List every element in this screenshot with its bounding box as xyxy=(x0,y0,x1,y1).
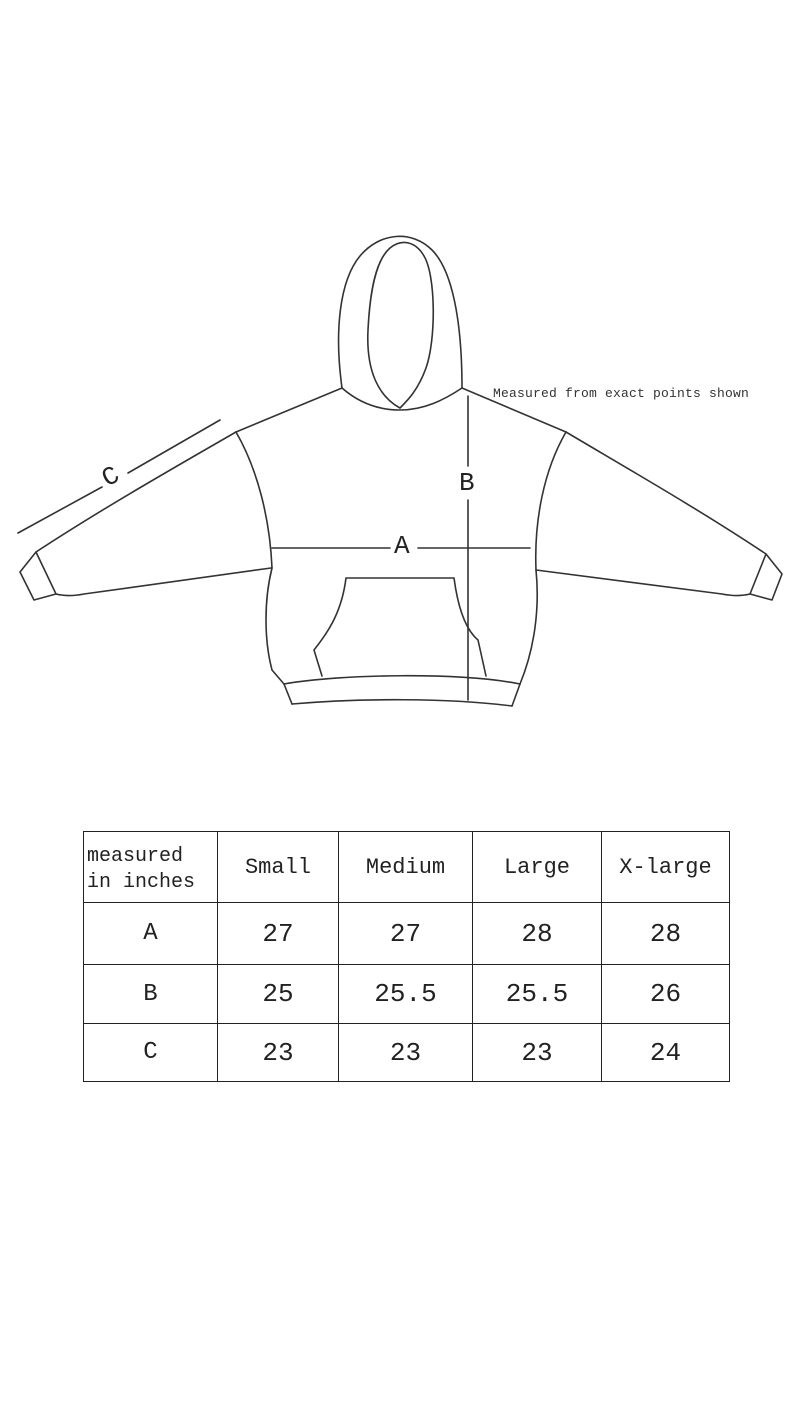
size-chart-table xyxy=(83,831,730,1082)
cell-b-small: 25 xyxy=(218,965,339,1024)
table-header-row xyxy=(84,832,730,903)
column-header-large: Large xyxy=(473,832,602,903)
waistband-right-edge xyxy=(512,684,520,706)
cell-c-medium: 23 xyxy=(339,1024,473,1082)
cell-a-medium: 27 xyxy=(339,903,473,965)
waistband-top xyxy=(284,676,520,684)
left-shoulder-line xyxy=(236,388,342,432)
cell-a-small: 27 xyxy=(218,903,339,965)
column-header-medium: Medium xyxy=(339,832,473,903)
row-label-b: B xyxy=(84,965,218,1024)
measure-line-c-upper xyxy=(128,420,220,473)
units-header-cell xyxy=(84,832,218,903)
measure-line-c-lower xyxy=(18,487,102,533)
dimension-label-a: A xyxy=(394,531,410,561)
body-left-side xyxy=(266,568,284,684)
waistband-bottom xyxy=(292,700,512,706)
dimension-label-c: C xyxy=(96,460,125,494)
table-row-c xyxy=(84,1024,730,1082)
waistband-left-edge xyxy=(284,684,292,704)
right-sleeve-bottom xyxy=(536,570,750,596)
left-sleeve-top xyxy=(36,432,236,552)
left-armhole-seam xyxy=(236,432,272,568)
left-cuff xyxy=(20,552,56,600)
cell-c-x-large: 24 xyxy=(602,1024,730,1082)
table-row-b xyxy=(84,965,730,1024)
cell-c-large: 23 xyxy=(473,1024,602,1082)
right-armhole-seam xyxy=(536,432,566,570)
row-label-c: C xyxy=(84,1024,218,1082)
measurement-note: Measured from exact points shown xyxy=(493,386,750,401)
cell-b-medium: 25.5 xyxy=(339,965,473,1024)
pocket-outline xyxy=(314,578,486,676)
hood-outer-outline xyxy=(339,236,462,388)
row-label-a: A xyxy=(84,903,218,965)
cell-a-large: 28 xyxy=(473,903,602,965)
dimension-label-b: B xyxy=(459,468,475,498)
right-cuff xyxy=(750,554,782,600)
column-header-small: Small xyxy=(218,832,339,903)
units-line-2: in inches xyxy=(87,871,196,894)
right-sleeve-top xyxy=(566,432,766,554)
left-sleeve-bottom xyxy=(56,568,271,596)
table-row-a xyxy=(84,903,730,965)
column-header-x-large: X-large xyxy=(602,832,730,903)
cell-a-x-large: 28 xyxy=(602,903,730,965)
cell-b-x-large: 26 xyxy=(602,965,730,1024)
units-line-1: measured xyxy=(87,845,184,868)
body-right-side xyxy=(520,570,537,684)
cell-b-large: 25.5 xyxy=(473,965,602,1024)
hood-inner-outline xyxy=(368,242,433,408)
cell-c-small: 23 xyxy=(218,1024,339,1082)
